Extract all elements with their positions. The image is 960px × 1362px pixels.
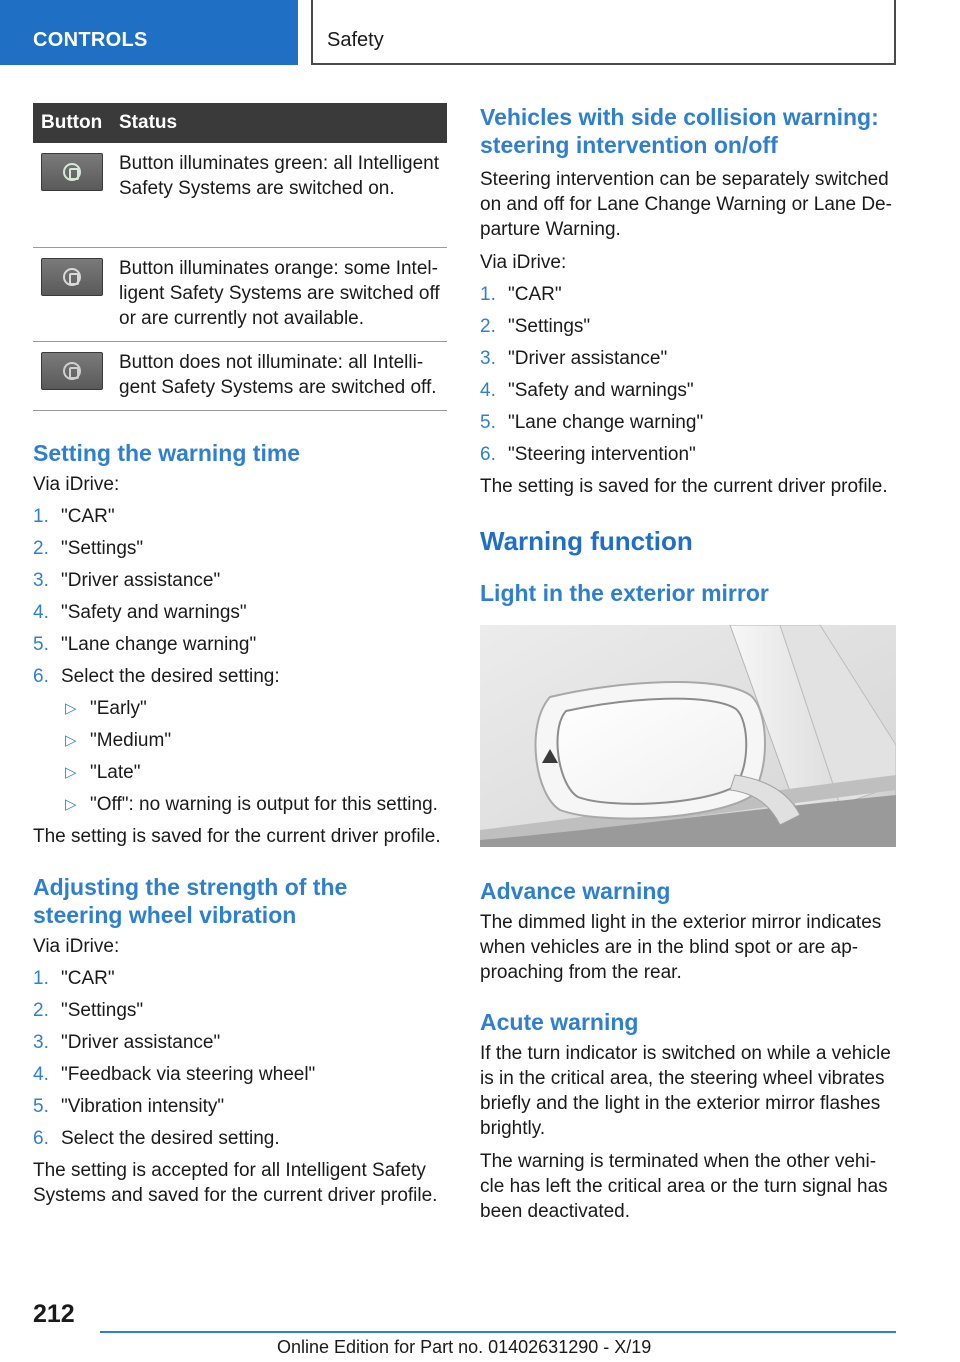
vibration-steps	[33, 966, 447, 1151]
acute-warning-text-2: The warning is terminated when the other vehi-cle has left the critical area or the turn signal has been deactivated.	[480, 1151, 888, 1222]
advance-warning-text: The dimmed light in the exterior mirror indicates when vehicles are in the blind spot or are ap-proaching from the rear.	[480, 912, 882, 983]
list-item: 1. "CAR"	[33, 967, 115, 989]
left-column	[33, 103, 447, 1208]
list-item: 1. "CAR"	[33, 505, 115, 527]
table-row	[33, 143, 447, 247]
button-status-table	[33, 103, 447, 411]
list-item: 4. "Feedback via steering wheel"	[33, 1063, 316, 1085]
list-item: 6. Select the desired setting.	[33, 1127, 280, 1149]
safety-button-green-icon	[41, 153, 103, 191]
list-item: 1. "CAR"	[480, 284, 562, 305]
list-item: ▷ "Late"	[65, 761, 141, 783]
table-header-status: Status	[119, 112, 178, 133]
table-row	[33, 341, 447, 410]
section-tab	[0, 0, 298, 65]
advance-warning-heading: Advance warning	[480, 878, 671, 904]
bullet-triangle-icon: ▷	[65, 731, 77, 749]
table-row	[33, 247, 447, 341]
list-item: 4. "Safety and warnings"	[480, 380, 694, 401]
list-item: 5. "Lane change warning"	[33, 633, 257, 655]
table-cell-status: Button does not illuminate: all Intelli-gent Safety Systems are switched off.	[119, 341, 447, 410]
bullet-triangle-icon: ▷	[65, 763, 77, 781]
safety-button-off-icon	[41, 352, 103, 390]
warning-function-heading: Warning function	[480, 526, 693, 556]
chapter-tab	[311, 0, 896, 65]
acute-warning-text: If the turn indicator is switched on while a vehicle is in the critical area, the steering wheel vibrates briefly and the light in the exterior mirror flashes brightly.	[480, 1043, 891, 1139]
list-item: 2. "Settings"	[33, 537, 144, 559]
list-item: ▷ "Medium"	[65, 729, 172, 751]
footer-divider	[100, 1331, 896, 1333]
list-item: 3. "Driver assistance"	[480, 348, 668, 369]
right-column	[480, 103, 896, 1224]
table-cell-status: Button illuminates orange: some Intel-ligent Safety Systems are switched off or are currently not available.	[119, 247, 447, 341]
warning-time-options	[61, 696, 447, 817]
list-item: 5. "Vibration intensity"	[33, 1095, 225, 1117]
list-item: 3. "Driver assistance"	[33, 1031, 221, 1053]
list-item: 2. "Settings"	[480, 316, 591, 337]
intervention-note: The setting is saved for the current driver profile.	[480, 476, 888, 497]
list-item: 5. "Lane change warning"	[480, 412, 704, 433]
warning-time-heading: Setting the warning time	[33, 439, 301, 466]
safety-button-orange-icon	[41, 258, 103, 296]
intervention-intro: Via iDrive:	[480, 252, 567, 273]
list-item: 6. "Steering intervention"	[480, 444, 696, 465]
warning-time-steps	[33, 504, 447, 689]
vibration-note: The setting is accepted for all Intelligent Safety Systems and saved for the current driver profile.	[33, 1159, 438, 1206]
exterior-mirror-heading: Light in the exterior mirror	[480, 580, 769, 606]
warning-time-note: The setting is saved for the current driver profile.	[33, 825, 441, 847]
acute-warning-heading: Acute warning	[480, 1009, 639, 1035]
vibration-heading: Adjusting the strength of the steering wheel vibration	[33, 873, 348, 928]
table-cell-status: Button illuminates green: all Intelligent Safety Systems are switched on.	[119, 143, 447, 247]
warning-time-intro: Via iDrive:	[33, 473, 120, 495]
chapter-title: Safety	[327, 29, 384, 51]
list-item: 4. "Safety and warnings"	[33, 601, 247, 623]
list-item: 6. Select the desired setting:	[33, 665, 280, 687]
page-number: 212	[33, 1300, 75, 1328]
exterior-mirror-warning-light-icon	[480, 625, 896, 847]
list-item: ▷ "Early"	[65, 697, 147, 719]
intervention-text: Steering intervention can be separately switched on and off for Lane Change Warning or Lane De-parture Warning.	[480, 169, 892, 240]
bullet-triangle-icon: ▷	[65, 795, 77, 813]
vibration-intro: Via iDrive:	[33, 935, 120, 957]
list-item: 2. "Settings"	[33, 999, 144, 1021]
bullet-triangle-icon: ▷	[65, 699, 77, 717]
table-header-row	[33, 103, 447, 143]
mirror-illustration	[480, 625, 896, 847]
table-header-button: Button	[41, 112, 103, 133]
section-title: CONTROLS	[33, 29, 148, 51]
footer-edition: Online Edition for Part no. 01402631290 - X/19	[277, 1337, 652, 1357]
list-item: 3. "Driver assistance"	[33, 569, 221, 591]
intervention-heading: Vehicles with side collision warning: steering intervention on/off	[480, 104, 879, 158]
list-item: ▷ "Off": no warning is output for this setting.	[65, 793, 438, 815]
intervention-steps	[480, 282, 896, 467]
